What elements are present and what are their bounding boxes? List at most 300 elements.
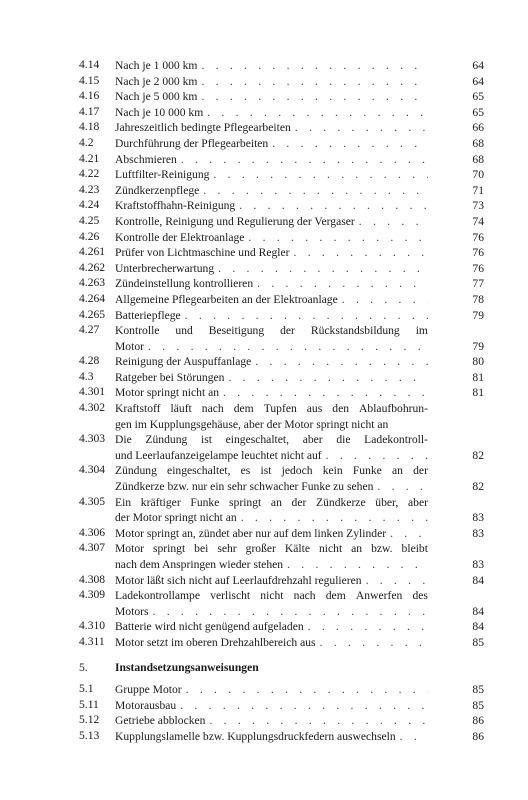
title-word: Ablaufbohrun- bbox=[359, 402, 428, 416]
entry-number: 4.17 bbox=[79, 104, 100, 118]
page-number: 84 bbox=[472, 604, 484, 618]
toc-entry bbox=[79, 697, 484, 714]
title-word: der bbox=[280, 324, 295, 338]
page-number: 74 bbox=[472, 214, 484, 228]
dot-leader bbox=[197, 58, 428, 74]
page-number: 85 bbox=[472, 635, 484, 649]
page-number: 80 bbox=[472, 355, 484, 369]
page-number: 79 bbox=[472, 308, 484, 322]
page-number: 84 bbox=[472, 620, 484, 634]
title-word: der bbox=[413, 464, 428, 478]
entry-title-line bbox=[115, 354, 428, 370]
dot-leader bbox=[362, 573, 428, 589]
toc-entry bbox=[79, 494, 484, 526]
dot-leader bbox=[209, 167, 428, 183]
entry-title: Motor setzt im oberen Drehzahlbereich aus bbox=[115, 635, 316, 649]
title-word: den bbox=[332, 402, 350, 416]
title-word: Motor bbox=[115, 542, 144, 556]
entry-title-line bbox=[115, 526, 428, 542]
page-number: 82 bbox=[472, 480, 484, 494]
entry-title: Zündkerzenpflege bbox=[115, 183, 200, 197]
toc-entry bbox=[79, 151, 484, 168]
entry-title: Motor springt nicht an bbox=[115, 386, 220, 400]
title-word: nicht bbox=[260, 589, 284, 603]
entry-title-line bbox=[115, 698, 428, 714]
entry-title: Motor läßt sich nicht auf Leerlaufdrehzahl regulieren bbox=[115, 573, 362, 587]
entry-title-line bbox=[115, 557, 428, 573]
dot-leader bbox=[181, 308, 428, 324]
title-word: Kälte bbox=[284, 542, 310, 556]
page-number: 83 bbox=[472, 526, 484, 540]
title-word: Die bbox=[115, 433, 132, 447]
entry-body bbox=[115, 635, 428, 651]
dot-leader bbox=[386, 526, 428, 542]
entry-body bbox=[115, 432, 428, 463]
toc-entry bbox=[79, 619, 484, 635]
entry-title: nach dem Anspringen wieder stehen bbox=[115, 558, 284, 571]
title-word: ist bbox=[200, 433, 212, 447]
entry-body bbox=[115, 713, 428, 729]
title-word: eingeschaltet, bbox=[225, 433, 290, 447]
section-title: Instandsetzungsanweisungen bbox=[115, 660, 259, 674]
dot-leader bbox=[396, 729, 428, 745]
toc-entry bbox=[79, 182, 484, 199]
page-number: 71 bbox=[472, 183, 484, 197]
entry-body bbox=[115, 698, 428, 714]
title-word: und bbox=[175, 324, 193, 338]
entry-body bbox=[115, 292, 428, 308]
page-number: 76 bbox=[472, 230, 484, 244]
title-word: eingeschaltet, bbox=[167, 464, 231, 478]
entry-title: Motor springt an, zündet aber nur auf dem linken Zylinder bbox=[115, 526, 387, 540]
dot-leader bbox=[338, 292, 428, 308]
entry-title-line bbox=[115, 230, 428, 246]
title-word: im bbox=[415, 324, 428, 338]
toc-entry bbox=[79, 713, 484, 729]
entry-title-line bbox=[115, 105, 428, 121]
entry-body bbox=[115, 74, 428, 90]
dot-leader bbox=[244, 230, 428, 246]
title-word: an bbox=[392, 464, 403, 478]
toc-entry bbox=[80, 401, 456, 432]
title-word: der bbox=[291, 495, 307, 509]
title-word: bleibt bbox=[401, 542, 428, 556]
entry-title: Gruppe Motor bbox=[115, 683, 182, 697]
title-word: Ladekontrollampe bbox=[115, 589, 200, 603]
entry-number: 4.27 bbox=[79, 323, 100, 337]
entry-number: 4.311 bbox=[79, 634, 105, 648]
entry-title-line bbox=[115, 604, 428, 620]
page-number: 84 bbox=[472, 573, 484, 587]
entry-title-line bbox=[115, 370, 428, 386]
title-word: sehr bbox=[217, 542, 237, 556]
entry-title: gen im Kupplungsgehäuse, aber der Motor springt nicht an bbox=[115, 417, 389, 431]
entry-title-line bbox=[115, 323, 428, 339]
title-word: über, bbox=[375, 495, 399, 509]
toc-entry bbox=[79, 291, 484, 308]
entry-number: 5.11 bbox=[79, 697, 99, 711]
page-number: 78 bbox=[472, 292, 484, 306]
entry-body bbox=[115, 619, 428, 635]
page-number: 65 bbox=[472, 90, 484, 104]
entry-title-line bbox=[115, 308, 428, 324]
entry-number: 4.265 bbox=[79, 307, 106, 321]
page-number: 76 bbox=[472, 246, 484, 260]
toc-entry bbox=[79, 167, 484, 183]
section-heading bbox=[80, 660, 528, 676]
title-word: kein bbox=[322, 464, 343, 478]
entry-title-line bbox=[115, 74, 428, 90]
entry-number: 4.302 bbox=[79, 401, 106, 415]
entry-title: der Motor springt nicht an bbox=[115, 511, 237, 525]
page-number: 86 bbox=[472, 729, 484, 743]
title-word: Funke bbox=[190, 495, 220, 509]
entry-title-line bbox=[115, 261, 428, 277]
title-word: Kraftstoff bbox=[115, 402, 161, 416]
dot-leader bbox=[182, 682, 428, 698]
page-number: 77 bbox=[472, 277, 484, 291]
entry-number: 4.306 bbox=[79, 525, 106, 539]
page-number: 64 bbox=[472, 74, 484, 88]
entry-body bbox=[115, 370, 428, 386]
title-word: aus bbox=[306, 402, 323, 416]
entry-title: Kontrolle der Elektroanlage bbox=[115, 230, 245, 244]
entry-number: 5.12 bbox=[79, 713, 100, 727]
entry-title: Prüfer von Lichtmaschine und Regler bbox=[115, 246, 290, 260]
dot-leader bbox=[214, 261, 428, 277]
entry-title-line bbox=[115, 510, 428, 526]
page-number: 65 bbox=[472, 105, 484, 119]
toc-entry bbox=[79, 245, 484, 261]
entry-number: 4.2 bbox=[79, 135, 94, 149]
section-number: 5. bbox=[79, 660, 88, 674]
entry-number: 4.26 bbox=[79, 229, 100, 243]
dot-leader bbox=[224, 370, 428, 386]
entry-body bbox=[115, 89, 428, 105]
entry-number: 4.308 bbox=[79, 572, 106, 586]
dot-leader bbox=[304, 619, 428, 635]
page-number: 73 bbox=[472, 199, 484, 213]
toc-entry bbox=[79, 463, 484, 494]
entry-title-line bbox=[115, 167, 428, 183]
dot-leader bbox=[316, 635, 428, 651]
entry-body bbox=[115, 323, 428, 354]
entry-body bbox=[115, 58, 428, 74]
entry-title-line bbox=[115, 682, 428, 698]
dot-leader bbox=[322, 448, 428, 464]
entry-number: 4.304 bbox=[79, 463, 106, 477]
dot-leader bbox=[197, 89, 428, 105]
entry-title-line bbox=[115, 120, 428, 136]
toc-entry bbox=[79, 354, 484, 370]
dot-leader bbox=[149, 604, 429, 620]
entry-title: Kupplungslamelle bzw. Kupplungsdruckfedern auswechseln bbox=[115, 729, 396, 743]
title-word: Zündung bbox=[145, 433, 188, 447]
title-word: dem bbox=[325, 589, 346, 603]
entry-number: 5.1 bbox=[79, 682, 94, 696]
title-word: kräftiger bbox=[140, 495, 181, 509]
entry-title: Nach je 1 000 km bbox=[115, 59, 198, 72]
toc-entry bbox=[79, 588, 484, 619]
toc-entry bbox=[79, 572, 484, 589]
entry-number: 4.310 bbox=[79, 619, 106, 633]
entry-title: Batterie wird nicht genügend aufgeladen bbox=[115, 620, 304, 634]
title-word: Kontrolle bbox=[115, 324, 160, 338]
entry-title-line bbox=[115, 619, 428, 635]
page-number: 83 bbox=[472, 558, 484, 571]
entry-title-line bbox=[115, 183, 428, 199]
dot-leader bbox=[197, 74, 428, 90]
toc-entry bbox=[79, 135, 484, 152]
entry-title: Batteriepflege bbox=[115, 308, 181, 322]
entry-title-line bbox=[115, 276, 428, 292]
entry-number: 4.14 bbox=[79, 58, 100, 71]
title-word: nicht bbox=[318, 542, 343, 556]
entry-title-line bbox=[115, 292, 428, 308]
toc-entry bbox=[79, 525, 484, 542]
title-word: nach bbox=[201, 402, 224, 416]
dot-leader bbox=[251, 354, 428, 370]
entry-title: Getriebe abblocken bbox=[115, 714, 206, 728]
title-word: aber bbox=[302, 433, 323, 447]
entry-number: 4.3 bbox=[79, 369, 94, 383]
toc-entry bbox=[79, 432, 484, 463]
page-number: 64 bbox=[472, 59, 484, 72]
entry-title: Kontrolle, Reinigung und Regulierung der Vergaser bbox=[115, 214, 355, 228]
entry-body bbox=[115, 495, 428, 526]
entry-title-line bbox=[115, 417, 428, 433]
title-word: bei bbox=[194, 542, 209, 556]
dot-leader bbox=[205, 713, 428, 729]
entry-body bbox=[115, 230, 428, 246]
page-number: 79 bbox=[472, 339, 484, 353]
entry-title-line bbox=[115, 198, 428, 214]
entry-number: 4.16 bbox=[79, 89, 100, 103]
page-number: 68 bbox=[472, 136, 484, 150]
entry-title: Abschmieren bbox=[115, 152, 177, 166]
toc-entry bbox=[79, 213, 484, 230]
entry-number: 4.264 bbox=[79, 291, 106, 305]
toc-entry bbox=[79, 58, 484, 74]
page-number: 81 bbox=[472, 370, 484, 384]
toc-entry bbox=[79, 307, 484, 324]
toc-entry bbox=[79, 728, 484, 745]
entry-title-line bbox=[115, 58, 428, 74]
dot-leader bbox=[290, 245, 428, 261]
entry-title: Luftfilter-Reinigung bbox=[115, 168, 210, 182]
entry-number: 4.18 bbox=[79, 120, 100, 134]
entry-title: Unterbrecherwartung bbox=[115, 261, 215, 275]
entry-body bbox=[115, 385, 428, 401]
toc-entry bbox=[79, 198, 484, 214]
entry-number: 4.263 bbox=[79, 276, 106, 290]
toc-entry bbox=[79, 276, 484, 292]
entry-title-line bbox=[115, 136, 428, 152]
title-word: springt bbox=[152, 542, 186, 556]
entry-title-line bbox=[115, 448, 428, 464]
entry-title-line bbox=[115, 339, 428, 355]
entry-title-line bbox=[115, 245, 428, 261]
title-word: Beseitigung bbox=[208, 324, 265, 338]
table-of-contents bbox=[0, 58, 528, 745]
entry-number: 4.22 bbox=[79, 167, 100, 181]
entry-title: Zündkerze bzw. nur ein sehr schwacher Funke zu sehen bbox=[115, 480, 374, 494]
entry-title: Motorausbau bbox=[115, 698, 177, 712]
dot-leader bbox=[203, 105, 428, 121]
entry-body bbox=[115, 682, 428, 698]
dot-leader bbox=[176, 698, 428, 714]
entry-body bbox=[115, 120, 428, 136]
entry-number: 4.25 bbox=[79, 213, 100, 227]
entry-number: 4.28 bbox=[79, 354, 100, 368]
title-word: aber bbox=[408, 495, 428, 509]
entry-body bbox=[115, 588, 428, 619]
entry-title: Nach je 5 000 km bbox=[115, 90, 198, 104]
dot-leader bbox=[144, 339, 428, 355]
entry-body bbox=[115, 198, 428, 214]
entry-body bbox=[115, 526, 428, 542]
title-word: jedoch bbox=[281, 464, 313, 478]
page-number: 66 bbox=[472, 121, 484, 135]
entry-title: Allgemeine Pflegearbeiten an der Elektroanlage bbox=[115, 292, 338, 306]
entry-body bbox=[115, 541, 428, 572]
toc-entry bbox=[79, 369, 484, 386]
entry-number: 4.301 bbox=[79, 385, 106, 399]
toc-entry bbox=[79, 229, 484, 246]
entry-number: 4.309 bbox=[79, 588, 106, 602]
entry-title-line bbox=[115, 401, 428, 417]
title-word: Ein bbox=[115, 495, 132, 509]
page-number: 82 bbox=[472, 448, 484, 462]
entry-number: 4.303 bbox=[79, 432, 106, 446]
entry-title-line bbox=[115, 385, 428, 401]
entry-title: Jahreszeitlich bedingte Pflegearbeiten bbox=[115, 121, 291, 135]
entry-body bbox=[115, 167, 428, 183]
entry-body bbox=[115, 276, 428, 292]
entry-title-line bbox=[115, 588, 428, 604]
title-word: Zündkerze bbox=[316, 495, 366, 509]
entry-number: 4.305 bbox=[79, 494, 106, 508]
title-word: an bbox=[351, 542, 363, 556]
entry-number: 5.13 bbox=[79, 728, 100, 742]
entry-title-line bbox=[115, 635, 428, 651]
title-word: Funke bbox=[352, 464, 382, 478]
entry-number: 4.21 bbox=[79, 151, 100, 165]
entry-title-line bbox=[115, 463, 428, 479]
dot-leader bbox=[373, 479, 428, 495]
entry-number: 4.307 bbox=[79, 541, 106, 555]
title-word: springt bbox=[229, 495, 262, 509]
entry-title-line bbox=[115, 432, 428, 448]
dot-leader bbox=[237, 510, 428, 526]
page-number: 85 bbox=[472, 698, 484, 712]
entry-title: Reinigung der Auspuffanlage bbox=[115, 355, 252, 369]
entry-number: 4.23 bbox=[79, 182, 100, 196]
entry-title: Motors bbox=[115, 604, 149, 618]
entry-body bbox=[115, 729, 428, 745]
toc-entry bbox=[79, 104, 484, 121]
entry-title: Zündeinstellung kontrollieren bbox=[115, 277, 254, 291]
entry-body bbox=[115, 308, 428, 324]
entry-title: und Leerlaufanzeigelampe leuchtet nicht auf bbox=[115, 448, 322, 462]
entry-title: Ratgeber bei Störungen bbox=[115, 370, 225, 384]
title-word: die bbox=[336, 433, 351, 447]
entry-body bbox=[115, 463, 428, 494]
toc-entry bbox=[79, 260, 484, 277]
title-word: großer bbox=[245, 542, 276, 556]
entry-title: Kraftstoffhahn-Reinigung bbox=[115, 199, 236, 213]
entry-body bbox=[115, 105, 428, 121]
entry-title-line bbox=[115, 214, 428, 230]
dot-leader bbox=[291, 120, 428, 136]
entry-body bbox=[115, 573, 428, 589]
page-number: 86 bbox=[472, 714, 484, 728]
toc-entry bbox=[79, 89, 484, 105]
entry-body bbox=[115, 183, 428, 199]
title-word: läuft bbox=[170, 402, 192, 416]
entry-number: 4.262 bbox=[79, 260, 106, 274]
title-word: Rückstandsbildung bbox=[310, 324, 400, 338]
title-word: Tupfen bbox=[263, 402, 297, 416]
page-number: 76 bbox=[472, 261, 484, 275]
entry-body bbox=[115, 245, 428, 261]
dot-leader bbox=[355, 214, 428, 230]
entry-number: 4.261 bbox=[79, 245, 106, 259]
toc-entry bbox=[79, 634, 484, 651]
title-word: des bbox=[412, 589, 428, 603]
dot-leader bbox=[199, 183, 428, 199]
entry-title: Nach je 2 000 km bbox=[115, 74, 198, 88]
page-number: 68 bbox=[472, 152, 484, 166]
entry-title-line bbox=[115, 89, 428, 105]
title-word: ist bbox=[260, 464, 272, 478]
dot-leader bbox=[268, 136, 428, 152]
toc-entry bbox=[79, 541, 484, 572]
entry-title-line bbox=[115, 479, 428, 495]
page-number: 70 bbox=[472, 168, 484, 182]
entry-title-line bbox=[115, 573, 428, 589]
title-word: dem bbox=[233, 402, 254, 416]
entry-number: 4.15 bbox=[79, 73, 100, 87]
entry-body bbox=[115, 214, 428, 230]
toc-entry bbox=[79, 323, 484, 354]
title-word: es bbox=[240, 464, 251, 478]
entry-number: 4.24 bbox=[79, 198, 100, 212]
title-word: bzw. bbox=[371, 542, 393, 556]
dot-leader bbox=[177, 152, 428, 168]
title-word: Ladekontroll- bbox=[364, 433, 428, 447]
entry-title-line bbox=[115, 729, 428, 745]
dot-leader bbox=[219, 385, 428, 401]
page-number: 85 bbox=[472, 683, 484, 697]
title-word: Zündung bbox=[115, 464, 157, 478]
entry-body bbox=[115, 136, 428, 152]
entry-title: Nach je 10 000 km bbox=[115, 105, 204, 119]
toc-entry bbox=[79, 385, 484, 401]
dot-leader bbox=[235, 198, 428, 214]
page-number: 81 bbox=[472, 386, 484, 400]
entry-title-line bbox=[115, 541, 428, 557]
entry-title-line bbox=[115, 152, 428, 168]
entry-body bbox=[115, 261, 428, 277]
title-word: verlischt bbox=[210, 589, 251, 603]
entry-title-line bbox=[115, 713, 428, 729]
title-word: an bbox=[270, 495, 282, 509]
dot-leader bbox=[283, 557, 428, 573]
entry-title: Durchführung der Pflegearbeiten bbox=[115, 136, 269, 150]
entry-title-line bbox=[115, 495, 428, 511]
entry-title: Motor bbox=[115, 339, 144, 353]
